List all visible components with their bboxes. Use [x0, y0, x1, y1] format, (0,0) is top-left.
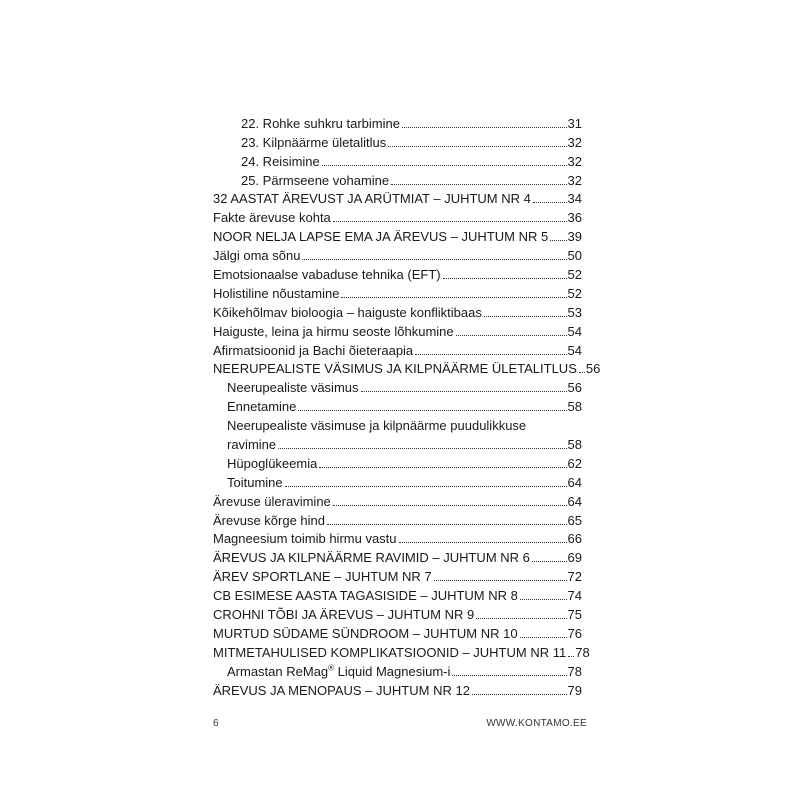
toc-entry-title: Jälgi oma sõnu	[213, 248, 301, 264]
toc-entry	[213, 395, 582, 414]
dot-leader	[327, 524, 567, 525]
toc-entry	[213, 188, 582, 207]
toc-entry	[213, 471, 582, 490]
dot-leader	[456, 335, 567, 336]
toc-entry-title: 23. Kilpnäärme ületalitlus	[241, 134, 387, 150]
toc-entry-title: ÄREV SPORTLANE – JUHTUM NR 7	[213, 569, 432, 585]
toc-entry-page: 58	[567, 437, 582, 453]
toc-entry	[213, 376, 582, 395]
dot-leader	[568, 656, 574, 657]
toc-entry-page: 39	[567, 229, 582, 245]
toc-entry	[213, 603, 582, 622]
toc-entry-page: 52	[567, 267, 582, 283]
dot-leader	[550, 240, 566, 241]
dot-leader	[285, 486, 567, 487]
toc-entry-title: 32 AASTAT ÄREVUST JA ARÜTMIAT – JUHTUM NR 4	[213, 191, 531, 207]
dot-leader	[391, 184, 566, 185]
toc-entry-page: 75	[567, 607, 582, 623]
toc-entry-title: Kõikehõlmav bioloogia – haiguste konfliktibaas	[213, 304, 482, 320]
toc-entry-title: Toitumine	[227, 474, 283, 490]
toc-entry	[213, 584, 582, 603]
dot-leader	[322, 165, 567, 166]
dot-leader	[443, 278, 567, 279]
toc-entry-page: 34	[567, 191, 582, 207]
toc-entry	[213, 490, 582, 509]
toc-entry-page: 78	[575, 644, 590, 660]
toc-entry	[213, 433, 582, 452]
toc-entry-page: 52	[567, 285, 582, 301]
toc-entry	[213, 131, 582, 150]
toc-entry	[213, 206, 582, 225]
toc-entry-title: Ennetamine	[227, 399, 297, 415]
toc-entry-page: 36	[567, 210, 582, 226]
dot-leader	[298, 410, 566, 411]
toc-entry-title: 24. Reisimine	[241, 153, 320, 169]
dot-leader	[532, 561, 567, 562]
toc-entry	[213, 509, 582, 528]
toc-entry	[213, 112, 582, 131]
toc-entry-page: 76	[567, 625, 582, 641]
toc-entry	[213, 225, 582, 244]
toc-entry-title: Neerupealiste väsimuse ja kilpnäärme puudulikkuse	[227, 418, 527, 434]
toc-entry-title: Holistiline nõustamine	[213, 285, 340, 301]
toc-entry	[213, 244, 582, 263]
toc-entry-page: 64	[567, 493, 582, 509]
toc-entry-page: 69	[567, 550, 582, 566]
toc-entry-title: MITMETAHULISED KOMPLIKATSIOONID – JUHTUM NR 11	[213, 644, 567, 660]
dot-leader	[415, 354, 566, 355]
toc-entry	[213, 546, 582, 565]
toc-entry-title: CROHNI TÕBI JA ÄREVUS – JUHTUM NR 9	[213, 607, 475, 623]
toc-entry-title: MURTUD SÜDAME SÜNDROOM – JUHTUM NR 10	[213, 625, 518, 641]
dot-leader	[319, 467, 566, 468]
toc-entry-title: Hüpoglükeemia	[227, 455, 318, 471]
toc-entry	[213, 358, 601, 377]
dot-leader	[520, 637, 567, 638]
toc-entry-title: 25. Pärmseene vohamine	[241, 172, 390, 188]
dot-leader	[402, 127, 567, 128]
toc-entry-page: 58	[567, 399, 582, 415]
toc-entry-title: Magneesium toimib hirmu vastu	[213, 531, 397, 547]
toc-entry-title: Emotsionaalse vabaduse tehnika (EFT)	[213, 267, 441, 283]
table-of-contents	[213, 112, 601, 698]
toc-entry-title: Ärevuse üleravimine	[213, 493, 331, 509]
toc-entry-title: NOOR NELJA LAPSE EMA JA ÄREVUS – JUHTUM NR 5	[213, 229, 549, 245]
toc-entry	[213, 414, 582, 433]
toc-entry-page: 79	[567, 682, 582, 698]
dot-leader	[388, 146, 566, 147]
toc-entry	[213, 339, 582, 358]
toc-entry-title: Neerupealiste väsimus	[227, 380, 359, 396]
toc-entry-title: 22. Rohke suhkru tarbimine	[241, 115, 400, 131]
toc-entry	[213, 169, 582, 188]
toc-entry-page: 72	[567, 569, 582, 585]
toc-entry	[213, 452, 582, 471]
toc-entry-page: 64	[567, 474, 582, 490]
toc-entry-page: 74	[567, 588, 582, 604]
toc-entry-page: 56	[585, 361, 601, 377]
toc-entry-page: 54	[567, 342, 582, 358]
toc-entry-page: 50	[567, 248, 582, 264]
toc-entry-page: 65	[567, 512, 582, 528]
toc-entry-title: ÄREVUS JA MENOPAUS – JUHTUM NR 12	[213, 682, 470, 698]
website-url: WWW.KONTAMO.EE	[486, 718, 587, 729]
dot-leader	[452, 675, 566, 676]
toc-entry-page: 62	[567, 455, 582, 471]
toc-entry-title: CB ESIMESE AASTA TAGASISIDE – JUHTUM NR 8	[213, 588, 518, 604]
toc-entry-page: 53	[567, 304, 582, 320]
toc-entry-page: 32	[567, 153, 582, 169]
dot-leader	[476, 618, 566, 619]
toc-entry-title: Armastan ReMag® Liquid Magnesium-i	[227, 663, 451, 679]
toc-entry-title: Fakte ärevuse kohta	[213, 210, 331, 226]
toc-entry-page: 78	[567, 663, 582, 679]
dot-leader	[302, 259, 566, 260]
dot-leader	[333, 505, 567, 506]
toc-entry-title: NEERUPEALISTE VÄSIMUS JA KILPNÄÄRME ÜLETALITLUS	[213, 361, 577, 377]
toc-entry-page: 32	[567, 172, 582, 188]
toc-entry	[213, 528, 582, 547]
toc-entry-page: 66	[567, 531, 582, 547]
toc-entry-page: 32	[567, 134, 582, 150]
toc-entry-title: ÄREVUS JA KILPNÄÄRME RAVIMID – JUHTUM NR 6	[213, 550, 530, 566]
dot-leader	[399, 542, 567, 543]
toc-entry	[213, 622, 582, 641]
dot-leader	[579, 372, 585, 373]
dot-leader	[520, 599, 567, 600]
dot-leader	[484, 316, 567, 317]
toc-entry-title: ravimine	[227, 437, 277, 453]
dot-leader	[472, 694, 567, 695]
toc-entry-title: Ärevuse kõrge hind	[213, 512, 326, 528]
page-number: 6	[213, 718, 219, 729]
toc-entry	[213, 320, 582, 339]
dot-leader	[278, 448, 566, 449]
toc-entry	[213, 660, 582, 679]
dot-leader	[341, 297, 566, 298]
dot-leader	[434, 580, 567, 581]
toc-entry	[213, 301, 582, 320]
toc-entry	[213, 641, 590, 660]
toc-entry-page: 31	[567, 115, 582, 131]
toc-entry	[213, 150, 582, 169]
toc-entry	[213, 263, 582, 282]
dot-leader	[533, 202, 567, 203]
toc-entry-title: Haiguste, leina ja hirmu seoste lõhkumine	[213, 323, 454, 339]
toc-entry-page: 54	[567, 323, 582, 339]
toc-entry-page: 56	[567, 380, 582, 396]
dot-leader	[361, 391, 567, 392]
toc-entry	[213, 282, 582, 301]
toc-entry	[213, 679, 582, 698]
dot-leader	[333, 221, 567, 222]
toc-entry-title: Afirmatsioonid ja Bachi õieteraapia	[213, 342, 414, 358]
toc-entry	[213, 565, 582, 584]
